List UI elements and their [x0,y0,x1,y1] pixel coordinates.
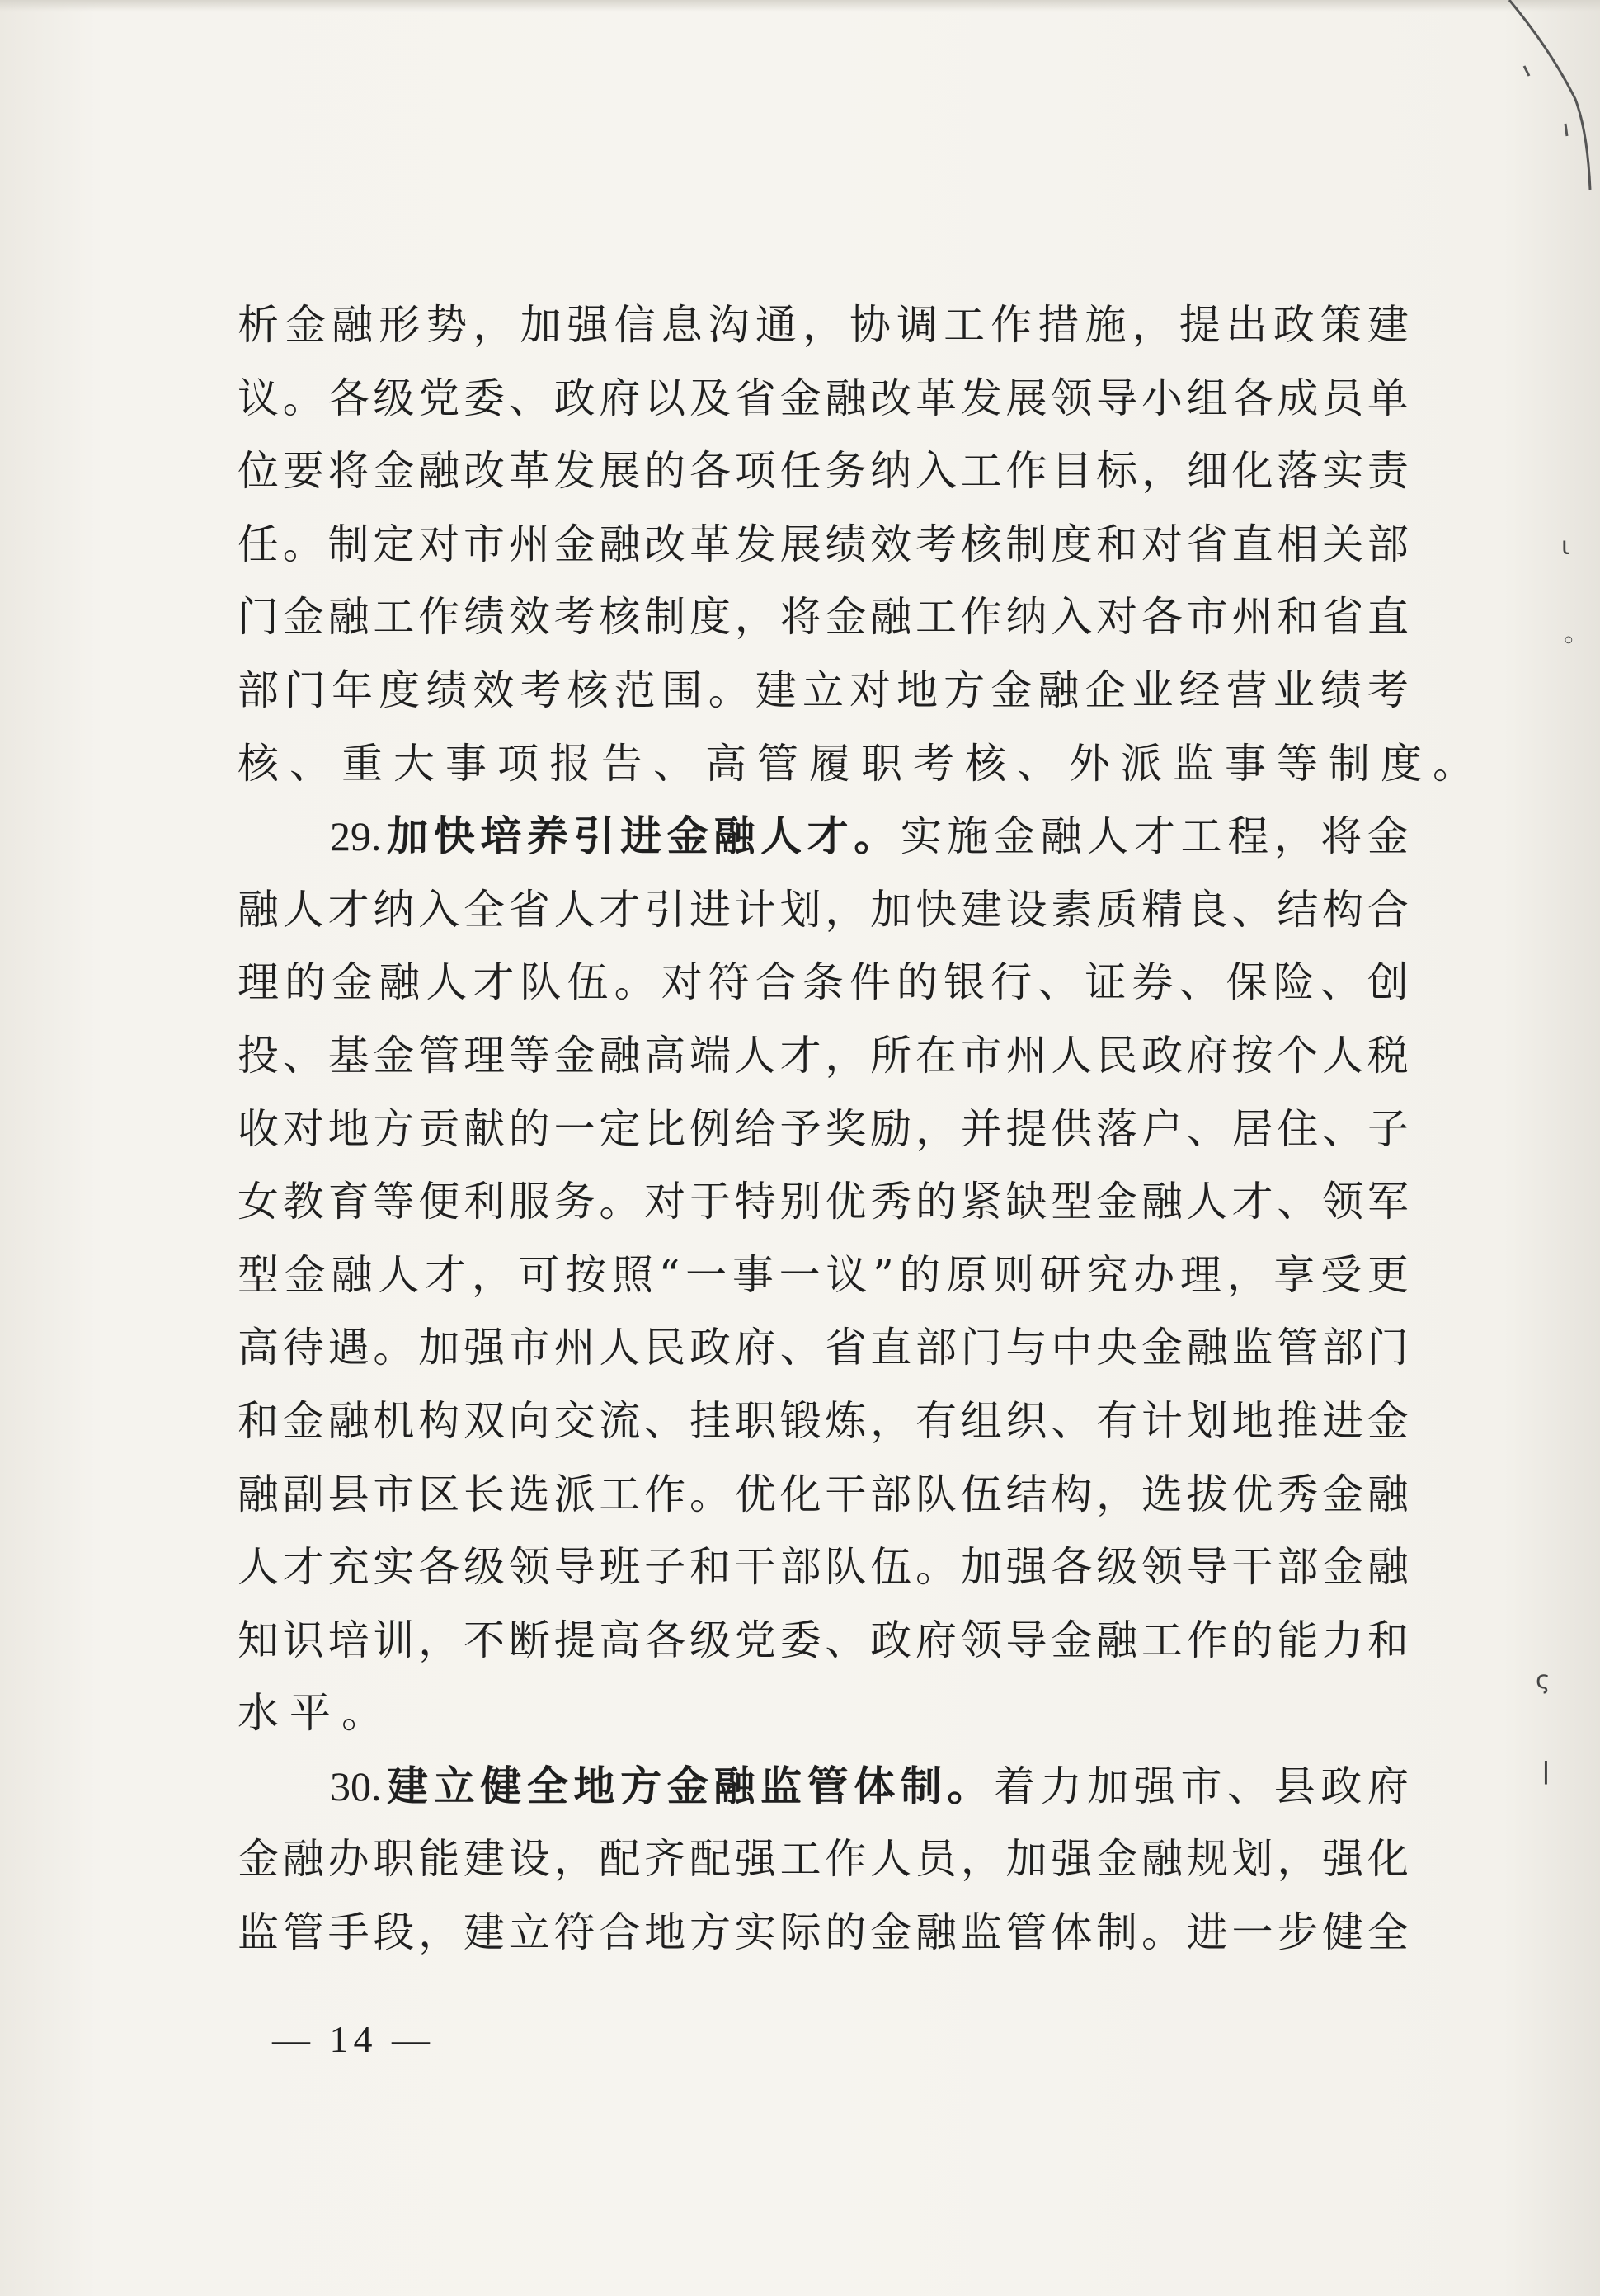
text-line: 型 金 融 人 才 ， 可 按 照 “ 一 事 一 议 ” 的 原 则 研 究 办 理 ， 享 受 更 [238,1250,1409,1299]
text-line: 收 对 地 方 贡 献 的 一 定 比 例 给 予 奖 励 ， 并 提 供 落 户 、 居 住 、 子 [238,1104,1409,1153]
text-line: 析 金 融 形 势 ， 加 强 信 息 沟 通 ， 协 调 工 作 措 施 ， 提 出 政 策 建 [238,301,1409,349]
body-text [238,289,1485,1969]
text-line: 监 管 手 段 ， 建 立 符 合 地 方 实 际 的 金 融 监 管 体 制 。 进 一 步 健 全 [238,1908,1409,1957]
text-line: 和 金 融 机 构 双 向 交 流 、 挂 职 锻 炼 ， 有 组 织 、 有 计 划 地 推 进 金 [238,1396,1409,1445]
margin-speck: ◦ [1561,627,1576,656]
text-line: 女 教 育 等 便 利 服 务 。 对 于 特 别 优 秀 的 紧 缺 型 金 融 人 才 、 领 军 [238,1178,1409,1226]
text-line: 融 副 县 市 区 长 选 派 工 作 。 优 化 干 部 队 伍 结 构 ， 选 拔 优 秀 金 融 [238,1470,1409,1518]
text-line: 核 、 重 大 事 项 报 告 、 高 管 履 职 考 核 、 外 派 监 事 等 制 度 。 [238,739,1485,788]
text-line: 理 的 金 融 人 才 队 伍 。 对 符 合 条 件 的 银 行 、 证 券 、 保 险 、 创 [238,958,1409,1007]
text-line: 部 门 年 度 绩 效 考 核 范 围 。 建 立 对 地 方 金 融 企 业 经 营 业 绩 考 [238,666,1409,714]
text-line: 人 才 充 实 各 级 领 导 班 子 和 干 部 队 伍 。 加 强 各 级 领 导 干 部 金 融 [238,1543,1409,1592]
text-line: 位 要 将 金 融 改 革 发 展 的 各 项 任 务 纳 入 工 作 目 标 ， 细 化 落 实 责 [238,447,1409,496]
text-line: 水 平 。 [238,1689,393,1738]
scan-edge-mark [1485,0,1600,190]
text-line: 议 。 各 级 党 委 、 政 府 以 及 省 金 融 改 革 发 展 领 导 小 组 各 成 员 单 [238,374,1409,422]
page-number: — 14 — [272,2018,435,2060]
text-line: 金 融 办 职 能 建 设 ， 配 齐 配 强 工 作 人 员 ， 加 强 金 融 规 划 ， 强 化 [238,1835,1409,1884]
scan-top-shadow [0,0,1600,12]
margin-speck: ǀ [1542,1757,1550,1786]
section-number: 29. [330,813,382,860]
text-line: 知 识 培 训 ， 不 断 提 高 各 级 党 委 、 政 府 领 导 金 融 工 作 的 能 力 和 [238,1616,1409,1664]
section-heading-line: 30. 建 立 健 全 地 方 金 融 监 管 体 制 。 着 力 加 强 市 、 县 政 府 [238,1750,1409,1823]
text-line: 融 人 才 纳 入 全 省 人 才 引 进 计 划 ， 加 快 建 设 素 质 精 良 、 结 构 合 [238,885,1409,934]
text-line: 门 金 融 工 作 绩 效 考 核 制 度 ， 将 金 融 工 作 纳 入 对 各 市 州 和 省 直 [238,593,1409,642]
section-heading-line: 29. 加 快 培 养 引 进 金 融 人 才 。 实 施 金 融 人 才 工 程 ， 将 金 [238,800,1409,873]
text-line: 任 。 制 定 对 市 州 金 融 改 革 发 展 绩 效 考 核 制 度 和 对 省 直 相 关 部 [238,520,1409,568]
margin-speck: ι [1561,532,1570,561]
section-number: 30. [330,1762,382,1809]
margin-speck: ς [1536,1666,1551,1695]
text-line: 投 、 基 金 管 理 等 金 融 高 端 人 才 ， 所 在 市 州 人 民 政 府 按 个 人 税 [238,1031,1409,1080]
text-line: 高 待 遇 。 加 强 市 州 人 民 政 府 、 省 直 部 门 与 中 央 金 融 监 管 部 门 [238,1324,1409,1372]
